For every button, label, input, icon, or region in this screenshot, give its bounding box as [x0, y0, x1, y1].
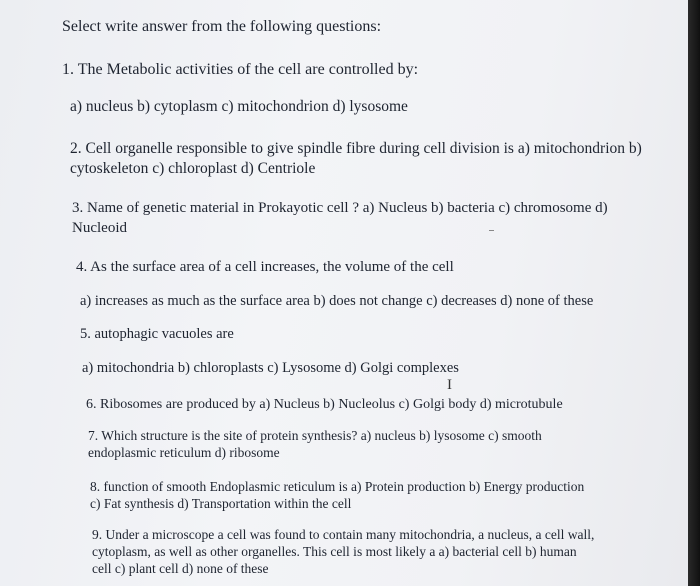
scan-mark [489, 230, 494, 231]
question-5-options: a) mitochondria b) chloroplasts c) Lysosome d) Golgi complexes [82, 360, 459, 376]
question-1-options: a) nucleus b) cytoplasm c) mitochondrion d) lysosome [70, 98, 408, 115]
question-8-line-1: 8. function of smooth Endoplasmic reticulum is a) Protein production b) Energy production [90, 479, 585, 494]
question-7-line-1: 7. Which structure is the site of protein synthesis? a) nucleus b) lysosome c) smooth [88, 428, 542, 443]
question-5: 5. autophagic vacuoles are [80, 326, 234, 342]
question-6: 6. Ribosomes are produced by a) Nucleus b) Nucleolus c) Golgi body d) microtubule [86, 397, 563, 412]
question-8-line-2: c) Fat synthesis d) Transportation within the cell [90, 496, 352, 511]
photo-edge-shadow [688, 0, 700, 586]
question-2-line-1: 2. Cell organelle responsible to give spindle fibre during cell division is a) mitochondrion b) [70, 140, 642, 157]
question-3-line-2: Nucleoid [72, 220, 127, 236]
question-3-line-1: 3. Name of genetic material in Prokayotic cell ? a) Nucleus b) bacteria c) chromosome d) [72, 200, 608, 216]
question-4-options: a) increases as much as the surface area b) does not change c) decreases d) none of these [80, 293, 594, 309]
page-heading: Select write answer from the following questions: [62, 18, 382, 35]
text-cursor-icon: I [447, 377, 452, 393]
question-9-line-2: cytoplasm, as well as other organelles. This cell is most likely a a) bacterial cell b) human [92, 544, 577, 559]
question-9-line-1: 9. Under a microscope a cell was found to contain many mitochondria, a nucleus, a cell wall, [92, 527, 595, 542]
question-4: 4. As the surface area of a cell increases, the volume of the cell [76, 259, 454, 275]
question-7-line-2: endoplasmic reticulum d) ribosome [88, 445, 280, 460]
question-1: 1. The Metabolic activities of the cell are controlled by: [62, 61, 419, 78]
question-9-line-3: cell c) plant cell d) none of these [92, 561, 269, 576]
question-2-line-2: cytoskeleton c) chloroplast d) Centriole [70, 160, 316, 177]
